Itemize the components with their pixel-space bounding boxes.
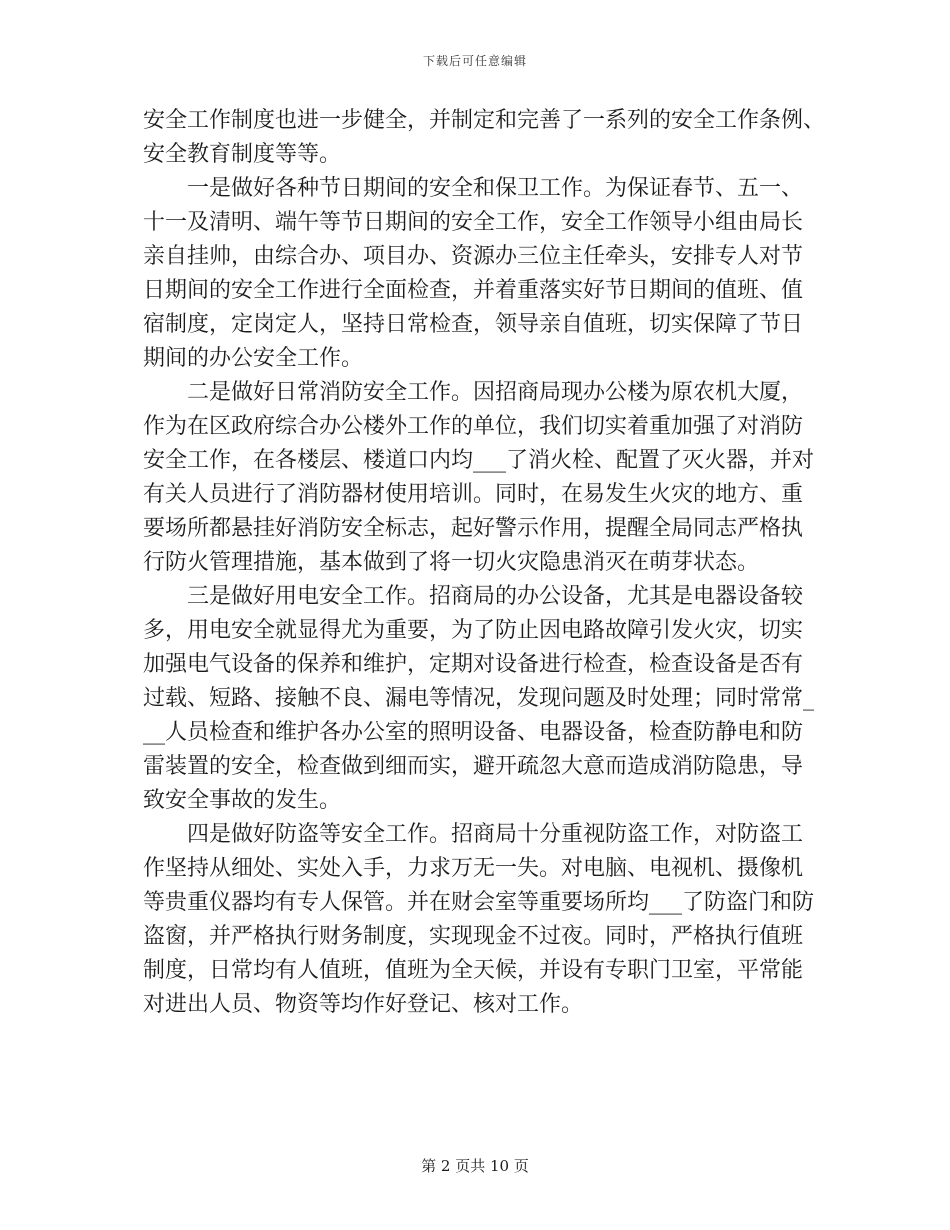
text-line: 等贵重仪器均有专人保管。并在财会室等重要场所均___了防盗门和防 <box>143 890 815 915</box>
paragraph-start-line: 三是做好用电安全工作。招商局的办公设备，尤其是电器设备较 <box>187 584 804 609</box>
text-line: 期间的办公安全工作。 <box>143 346 364 371</box>
paragraph-start-line: 二是做好日常消防安全工作。因招商局现办公楼为原农机大厦， <box>187 380 804 405</box>
paragraph-start-line: 四是做好防盗等安全工作。招商局十分重视防盗工作，对防盗工 <box>187 822 804 847</box>
paragraph-start-line: 一是做好各种节日期间的安全和保卫工作。为保证春节、五一、 <box>187 176 804 201</box>
text-line: 加强电气设备的保养和维护，定期对设备进行检查，检查设备是否有 <box>143 652 804 677</box>
page-number-footer: 第 2 页共 10 页 <box>421 1157 529 1175</box>
text-line: 多，用电安全就显得尤为重要，为了防止因电路故障引发火灾，切实 <box>143 618 804 643</box>
text-line: 安全工作制度也进一步健全，并制定和完善了一系列的安全工作条例、 <box>143 108 826 133</box>
document-body <box>143 104 826 1022</box>
text-line: 要场所都悬挂好消防安全标志，起好警示作用，提醒全局同志严格执 <box>143 516 804 541</box>
text-line: 安全工作，在各楼层、楼道口内均___了消火栓、配置了灭火器，并对 <box>143 448 815 473</box>
text-line: 有关人员进行了消防器材使用培训。同时，在易发生火灾的地方、重 <box>143 482 804 507</box>
text-line: 作为在区政府综合办公楼外工作的单位，我们切实着重加强了对消防 <box>143 414 804 439</box>
text-line: 致安全事故的发生。 <box>143 788 342 813</box>
text-line: 盗窗，并严格执行财务制度，实现现金不过夜。同时，严格执行值班 <box>143 924 804 949</box>
text-line: 雷装置的安全，检查做到细而实，避开疏忽大意而造成消防隐患，导 <box>143 754 804 779</box>
text-line: 过载、短路、接触不良、漏电等情况，发现问题及时处理；同时常常_ <box>143 686 815 711</box>
text-line: 对进出人员、物资等均作好登记、核对工作。 <box>143 992 584 1017</box>
text-line: 十一及清明、端午等节日期间的安全工作，安全工作领导小组由局长 <box>143 210 804 235</box>
text-line: 安全教育制度等等。 <box>143 142 342 167</box>
text-line: __人员检查和维护各办公室的照明设备、电器设备，检查防静电和防 <box>143 720 804 745</box>
text-line: 宿制度，定岗定人，坚持日常检查，领导亲自值班，切实保障了节日 <box>143 312 804 337</box>
text-line: 制度，日常均有人值班，值班为全天候，并设有专职门卫室，平常能 <box>143 958 804 983</box>
text-line: 作坚持从细处、实处入手，力求万无一失。对电脑、电视机、摄像机 <box>143 856 804 881</box>
text-line: 亲自挂帅，由综合办、项目办、资源办三位主任牵头，安排专人对节 <box>143 244 804 269</box>
text-line: 行防火管理措施，基本做到了将一切火灾隐患消灭在萌芽状态。 <box>143 550 760 575</box>
page-header: 下载后可任意编辑 <box>422 54 527 68</box>
text-line: 日期间的安全工作进行全面检查，并着重落实好节日期间的值班、值 <box>143 278 804 303</box>
